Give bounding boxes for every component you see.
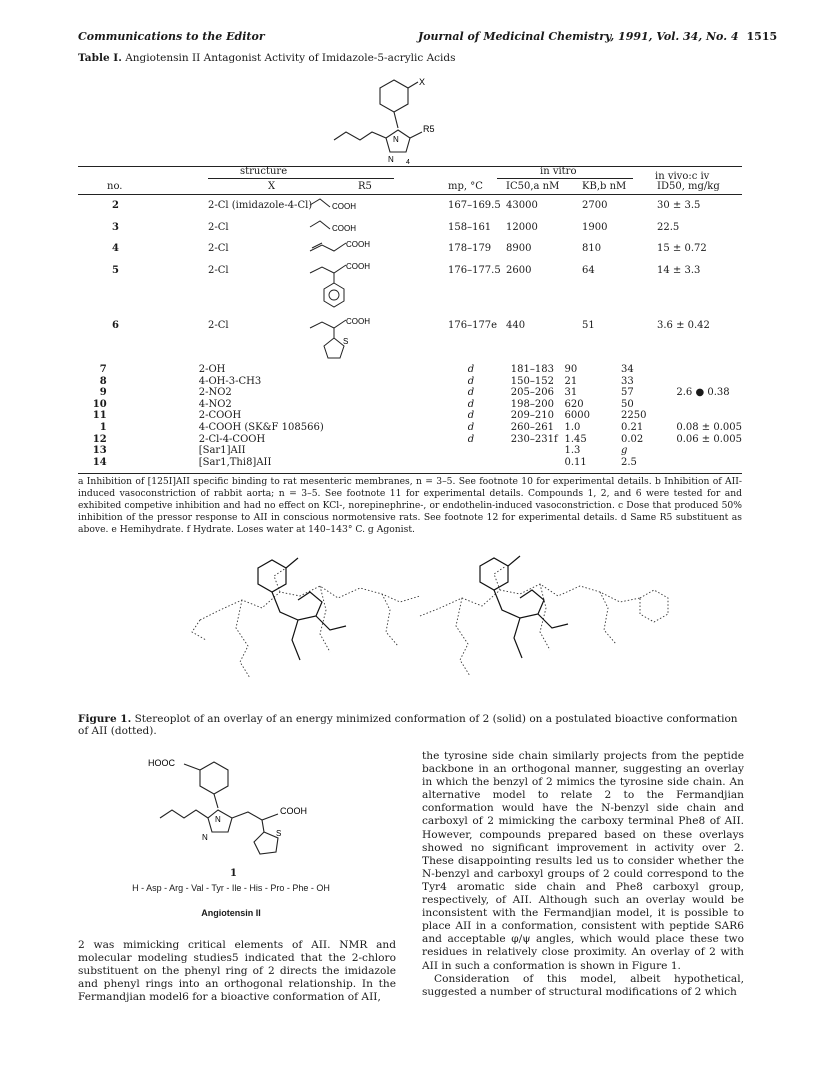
cell-mp: 167–169.5: [448, 200, 501, 211]
table-label: Table I.: [78, 52, 122, 64]
scaffold-structure: [300, 72, 500, 168]
n1-label: N: [215, 815, 221, 824]
cell-x: 2-Cl: [208, 320, 229, 331]
cell-mp: [511, 445, 565, 457]
table-row: [78, 422, 742, 434]
thienyl-bond: [262, 820, 264, 832]
scaffold-butyl-chain: [334, 132, 386, 140]
header-ic50: IC50,a nM: [506, 181, 560, 192]
cell-no: 14: [92, 456, 107, 468]
cell-x: 2-Cl-4-COOH: [198, 433, 266, 445]
figure-label: Figure 1.: [78, 713, 132, 725]
scaffold-phenyl-ring: [380, 80, 408, 112]
structure-span-rule: [208, 178, 394, 179]
cell-ic50: 12000: [506, 222, 538, 233]
running-header-left: Communications to the Editor: [78, 30, 265, 43]
cell-id50: 22.5: [657, 222, 680, 233]
cell-mp: 198–200: [510, 398, 554, 410]
cell-r5: d: [467, 433, 475, 445]
aii-dotted-trace: [192, 568, 420, 678]
cell-no: 5: [112, 265, 119, 276]
page-number: 1515: [746, 30, 778, 43]
cell-ic50: 21: [564, 375, 578, 387]
cell-kb: g: [621, 445, 628, 457]
table-header-rule: [78, 194, 742, 195]
cell-kb: 2250: [621, 410, 647, 422]
cell-x: 2-OH: [198, 364, 226, 375]
cell-mp: 209–210: [510, 410, 554, 422]
cell-r5: [324, 445, 511, 457]
header-r5: R5: [358, 181, 372, 192]
cell-mp: 181–183: [510, 364, 554, 375]
cell-kb: 64: [582, 265, 595, 276]
butyl-chain: [160, 810, 208, 818]
cell-kb: 51: [582, 320, 595, 331]
cell-ic50: 90: [564, 364, 578, 375]
header-invivo: in vivo:c iv: [655, 171, 710, 182]
scaffold-n3-label: N: [388, 155, 394, 164]
invitro-span-rule: [497, 178, 633, 179]
cell-ic50: 440: [506, 320, 526, 331]
cell-ic50: 0.11: [564, 456, 587, 468]
cell-id50: [676, 410, 742, 422]
header-id50: ID50, mg/kg: [657, 181, 720, 192]
body-paragraph: the tyrosine side chain similarly projects from the peptide backbone in an orthogonal manner, suggesting an overlay in which the benzyl of 2 mimics the tyrosine side chain. An alternative model to relate 2 to the Fermandjian conformation would have the N-benzyl side chain and carboxyl of 2 mimicking the carboxy terminal Phe8 of AII. However, compounds prepared based on these overlays showed no significant improvement in activity over 2. These disappointing results led us to consider whether the N-benzyl and carboxyl groups of 2 could correspond to the Tyr4 aromatic side chain and Phe8 carboxyl group, respectively, of AII. Although such an overlay would be inconsistent with the Fermandjian model, it is possible to place AII in a conformation, consistent with peptide SAR6 and acceptable φ/ψ angles, which would place these two residues in relatively close proximity. An overlay of 2 with AII in such a conformation is shown in Figure 1.: [422, 750, 744, 972]
cell-ic50: 620: [564, 398, 584, 410]
journal-citation: Journal of Medicinal Chemistry, 1991, Vol. 34, No. 4: [418, 30, 739, 43]
cell-no: 13: [92, 445, 107, 457]
r5-structure: [308, 219, 380, 235]
r5-structure: [308, 237, 380, 255]
scaffold-x-bond: [408, 82, 418, 88]
body-text-right: [422, 750, 744, 999]
table-title-text: Angiotensin II Antagonist Activity of Imidazole-5-acrylic Acids: [125, 52, 456, 64]
cooh-label: COOH: [332, 202, 356, 211]
angiotensin-sequence: H - Asp - Arg - Val - Tyr - Ile - His - Pro - Phe - OH: [132, 883, 330, 893]
table-title: [78, 52, 456, 64]
cell-x: 2-Cl: [208, 243, 229, 254]
cell-mp: 176–177.5: [448, 265, 501, 276]
cell-ic50: 6000: [564, 410, 590, 422]
table-row: [78, 410, 742, 422]
thiophene-s-label: S: [276, 829, 282, 838]
cell-no: 10: [92, 398, 107, 410]
stereo-right-view: [420, 556, 668, 676]
cell-kb: 34: [621, 364, 634, 375]
cell-x: 2-Cl: [208, 222, 229, 233]
running-header-right: [418, 30, 777, 43]
cell-no: 1: [99, 421, 107, 433]
table-row: [78, 457, 742, 469]
cell-kb: 33: [621, 375, 634, 387]
hooc-bond: [184, 764, 200, 770]
cell-x: [Sar1]AII: [198, 445, 246, 457]
scaffold-x-label: X: [419, 77, 426, 87]
header-no: no.: [107, 181, 123, 192]
cell-mp: 176–177e: [448, 320, 498, 331]
table-top-rule: [78, 166, 742, 167]
cell-id50: 15 ± 0.72: [657, 243, 707, 254]
cell-mp: 150–152: [510, 375, 554, 387]
cell-id50: 2.6 ● 0.38: [676, 387, 730, 399]
stereoplot-figure: [170, 550, 730, 700]
cell-kb: 0.21: [621, 421, 644, 433]
table-row: [78, 376, 742, 388]
cell-ic50: 1.0: [564, 421, 581, 433]
cell-ic50: 2600: [506, 265, 532, 276]
cell-r5: d: [467, 421, 475, 433]
compound2-solid-trace: [480, 556, 568, 658]
scaffold-r5-bond: [410, 132, 422, 138]
cell-kb: 1900: [582, 222, 608, 233]
cell-x: 4-COOH (SK&F 108566): [198, 421, 324, 433]
table-row: [78, 434, 742, 446]
header-structure: structure: [240, 166, 288, 177]
r5-structure: [308, 314, 380, 370]
header-kb: KB,b nM: [582, 181, 627, 192]
cell-ic50: 1.3: [564, 445, 581, 457]
table-body-lower: [78, 364, 742, 468]
aii-dotted-trace: [420, 566, 668, 676]
cell-x: 4-NO2: [198, 398, 232, 410]
header-x: X: [268, 181, 276, 192]
cell-mp: 230–231f: [510, 433, 558, 445]
cell-x: 2-Cl: [208, 265, 229, 276]
cell-ic50: 31: [564, 387, 578, 399]
cell-ic50: 43000: [506, 200, 538, 211]
hooc-label: HOOC: [148, 758, 175, 768]
cell-x: [Sar1,Thi8]AII: [198, 456, 272, 468]
cell-no: 4: [112, 243, 119, 254]
cell-id50: [676, 364, 742, 376]
r5-structure: [308, 197, 380, 213]
acrylic-chain: [232, 812, 278, 820]
cell-id50: 0.08 ± 0.005: [676, 421, 742, 433]
cell-id50: [676, 445, 742, 457]
table-row: [78, 364, 742, 376]
cooh-label: COOH: [280, 806, 307, 816]
cooh-label: COOH: [332, 224, 356, 233]
cell-kb: 810: [582, 243, 602, 254]
table-row: [78, 387, 742, 399]
table-row: [78, 445, 742, 457]
cell-x: 4-OH-3-CH3: [198, 375, 262, 387]
benzyl-bond: [214, 794, 218, 808]
cell-id50: 0.06 ± 0.005: [676, 433, 742, 445]
cell-id50: [676, 376, 742, 388]
cell-mp: [511, 457, 565, 469]
r5-structure: [308, 259, 380, 315]
cell-no: 7: [99, 364, 107, 375]
cell-mp: 260–261: [510, 421, 554, 433]
cell-kb: 2.5: [621, 456, 637, 468]
thiophene-s-label: S: [343, 337, 349, 346]
cooh-label: COOH: [346, 317, 370, 326]
table-footnotes: a Inhibition of [125I]AII specific binding to rat mesenteric membranes, n = 3–5. See footnote 10 for experimental details. b Inhibition of AII-induced vasoconstriction of rabbit aorta; n = 3–5. See footnote 11 for experimental details. Compounds 1, 2, and 6 were tested for and exhibited competive inhibition and had no effect on KCl-, norepinephrine-, or endothelin-induced vasoconstriction. c Dose that produced 50% inhibition of the pressor response to AII in conscious normotensive rats. See footnote 12 for experimental details. d Same R5 substituent as above. e Hemihydrate. f Hydrate. Loses water at 140–143° C. g Agonist.: [78, 476, 742, 535]
figure-caption-text: Stereoplot of an overlay of an energy minimized conformation of 2 (solid) on a postulated bioactive conformation of AII (dotted).: [78, 713, 738, 737]
figure-caption: [78, 713, 742, 737]
table-body-upper: [0, 200, 820, 360]
body-text-left: 2 was mimicking critical elements of AII. NMR and molecular modeling studies5 indicated that the 2-chloro substituent on the phenyl ring of 2 directs the imidazole and phenyl rings into an orthogonal relationship. In the Fermandjian model6 for a bioactive conformation of AII,: [78, 939, 396, 1004]
cell-id50: 3.6 ± 0.42: [657, 320, 710, 331]
scaffold-ch2-bond: [394, 112, 398, 128]
cell-r5: d: [467, 364, 475, 375]
cell-no: 8: [99, 375, 107, 387]
angiotensin-name: Angiotensin II: [201, 908, 261, 918]
cell-kb: 2700: [582, 200, 608, 211]
cell-no: 12: [92, 433, 107, 445]
cooh-label: COOH: [346, 262, 370, 271]
cell-kb: 50: [621, 398, 634, 410]
cell-no: 11: [92, 410, 107, 422]
cell-x: 2-NO2: [198, 387, 232, 399]
cell-kb: 57: [621, 387, 634, 399]
header-mp: mp, °C: [448, 181, 483, 192]
header-invitro: in vitro: [540, 166, 577, 177]
scaffold-n1-label: N: [393, 135, 399, 144]
cell-mp: 205–206: [510, 387, 554, 399]
compound-number: 1: [230, 868, 237, 879]
scaffold-r5-label: R5: [423, 124, 435, 134]
cell-no: 6: [112, 320, 119, 331]
cell-no: 2: [112, 200, 119, 211]
cell-mp: 158–161: [448, 222, 492, 233]
stereo-left-view: [192, 558, 420, 678]
cell-x: 2-Cl (imidazole-4-Cl): [208, 200, 313, 211]
cell-no: 9: [99, 387, 107, 399]
thiophene-ring: [254, 832, 278, 854]
cell-id50: 30 ± 3.5: [657, 200, 701, 211]
benzoic-ring: [200, 762, 228, 794]
table-bottom-rule: [78, 473, 742, 474]
cell-no: 3: [112, 222, 119, 233]
n3-label: N: [202, 833, 208, 842]
cell-r5: d: [467, 398, 475, 410]
cell-ic50: 1.45: [564, 433, 587, 445]
cell-r5: d: [467, 410, 475, 422]
compound-1-structure: [140, 752, 350, 864]
body-paragraph: Consideration of this model, albeit hypothetical, suggested a number of structural modifications of 2 which: [422, 972, 744, 998]
cell-ic50: 8900: [506, 243, 532, 254]
cooh-label: COOH: [346, 240, 370, 249]
compound2-solid-trace: [258, 558, 346, 660]
cell-kb: 0.02: [621, 433, 644, 445]
cell-id50: [676, 399, 742, 411]
cell-x: 2-COOH: [198, 410, 242, 422]
cell-r5: d: [467, 375, 475, 387]
cell-mp: 178–179: [448, 243, 492, 254]
cell-r5: [324, 457, 511, 469]
table-row: [78, 399, 742, 411]
cell-id50: 14 ± 3.3: [657, 265, 701, 276]
scaffold-pos4-label: 4: [406, 159, 410, 166]
cell-id50: [676, 457, 742, 469]
cell-r5: d: [467, 387, 475, 399]
